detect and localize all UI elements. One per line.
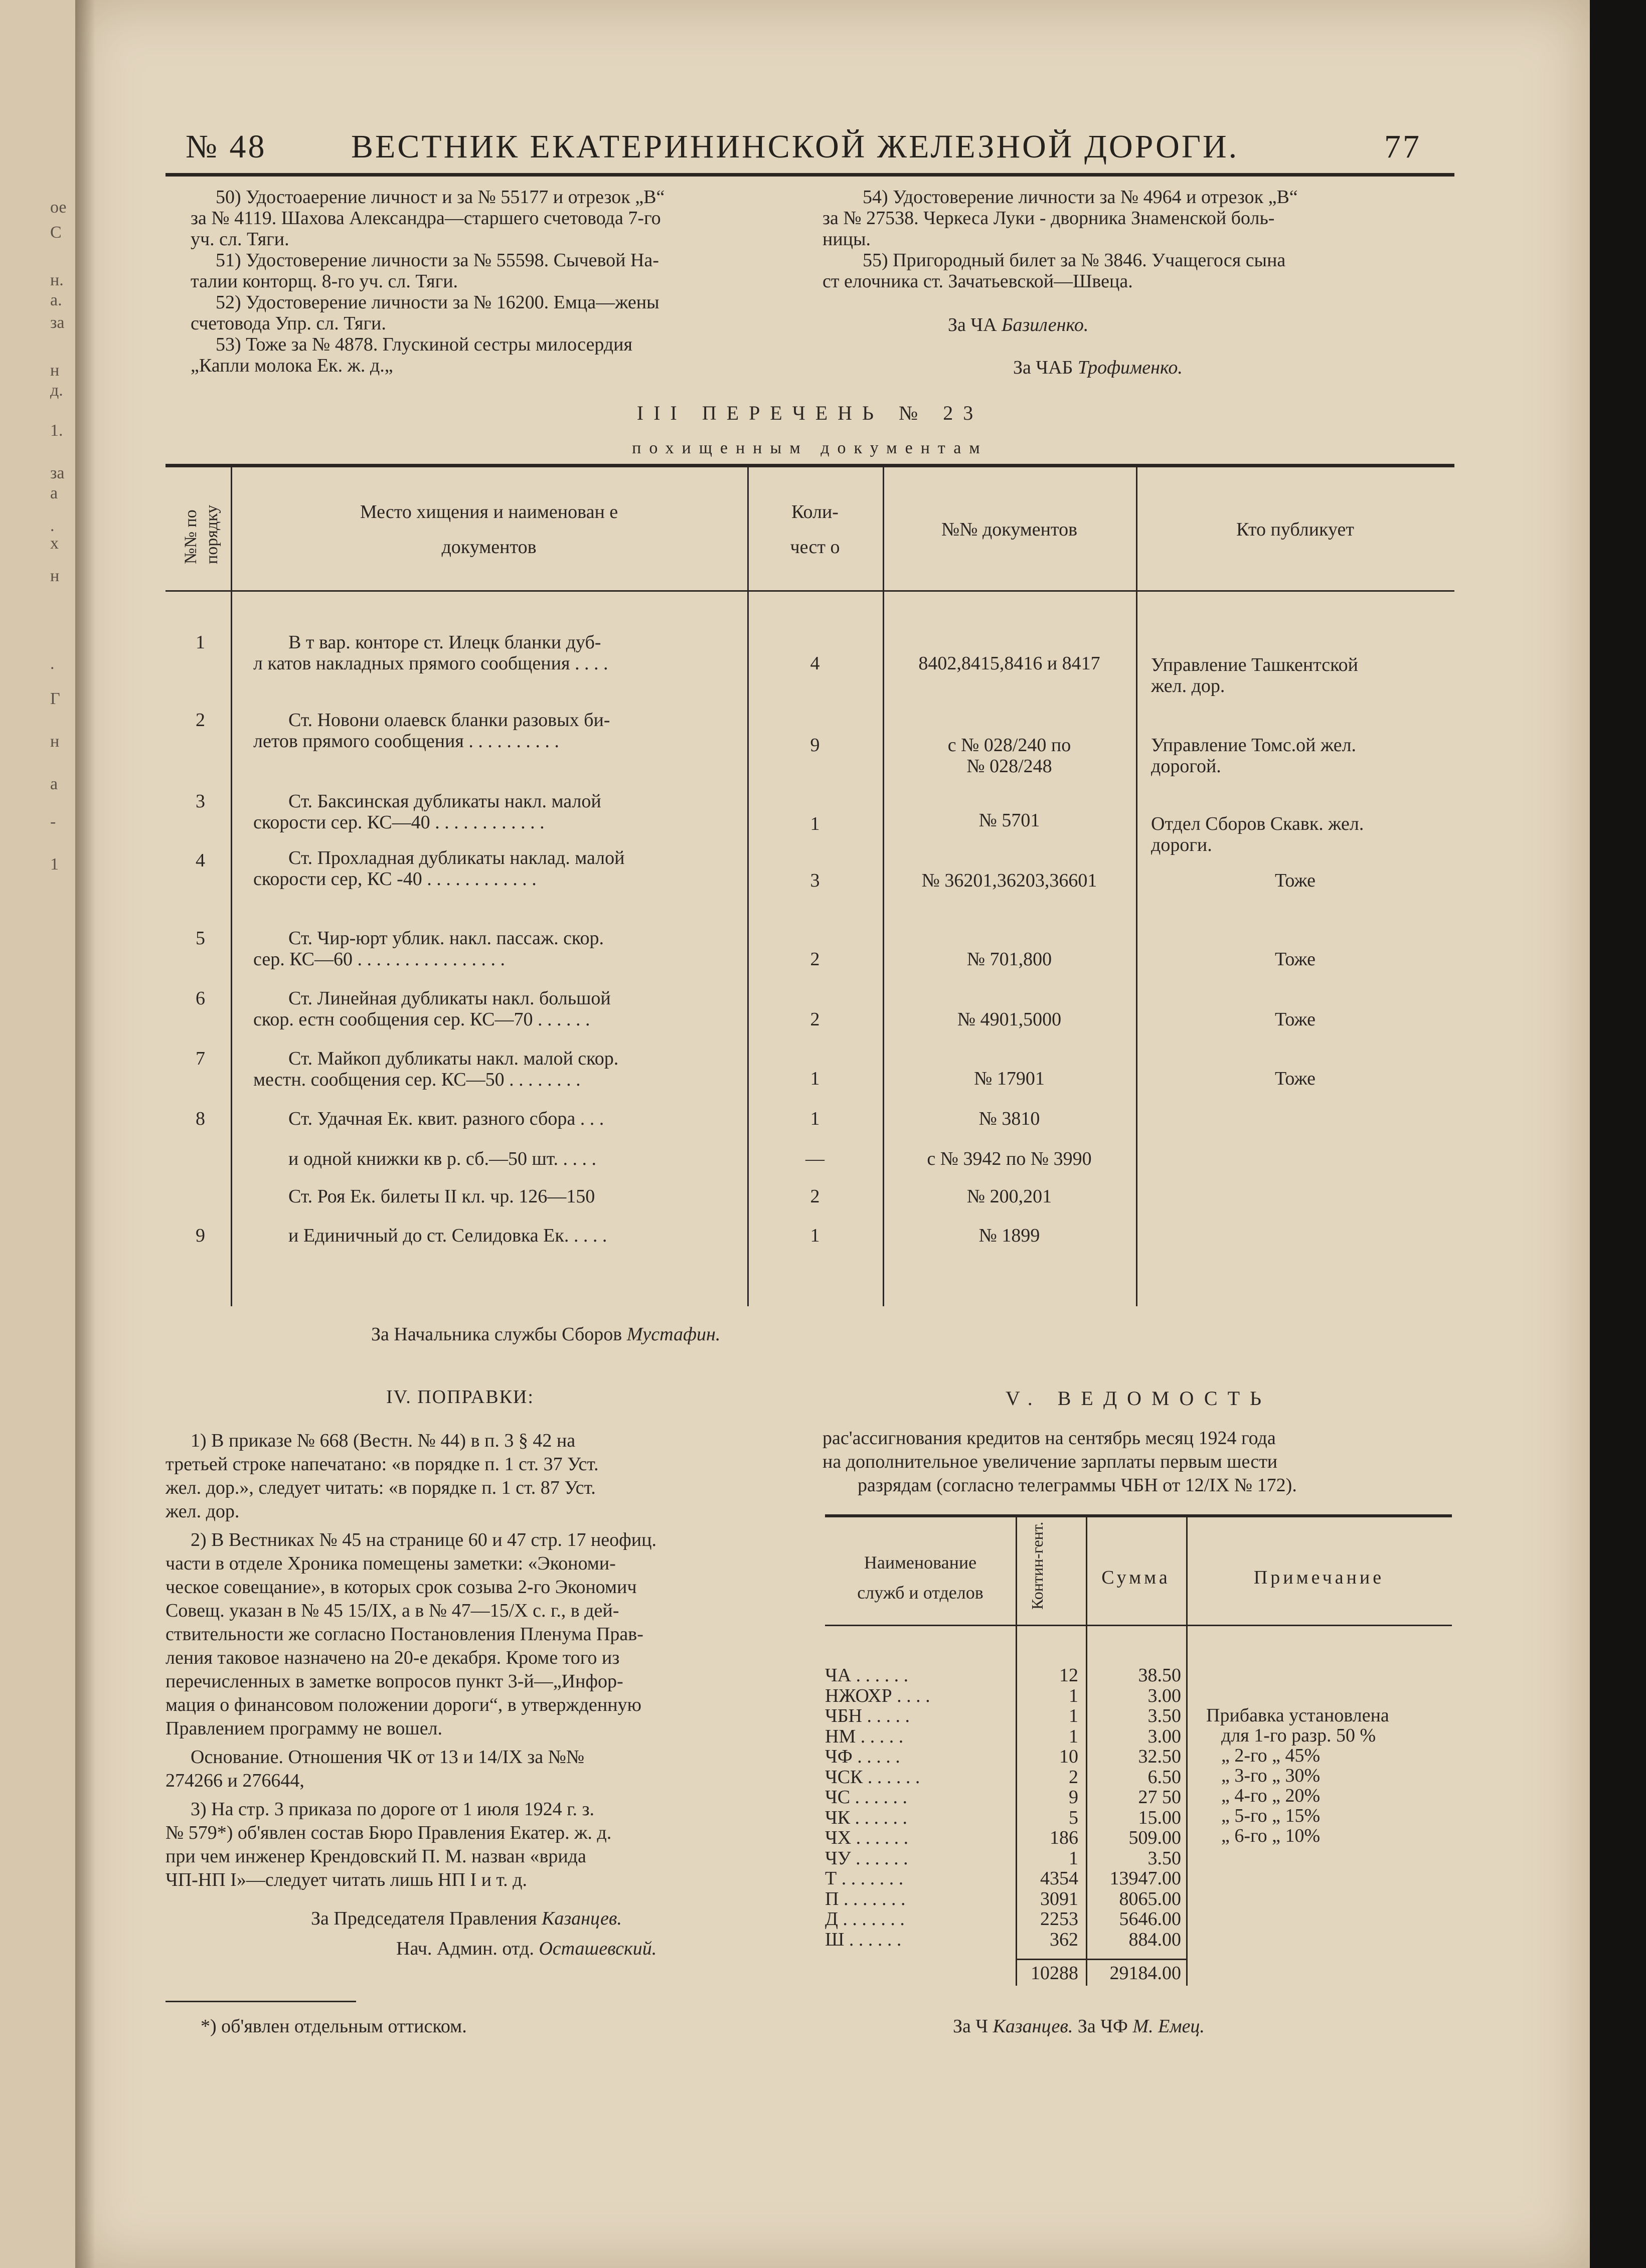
- statement-table: [825, 1514, 1452, 1986]
- row-quantity: 2: [810, 949, 820, 970]
- header-quantity: чест о: [790, 537, 840, 558]
- signature-prefix: За Ч: [953, 2016, 993, 2037]
- row-documents: с № 028/240 по: [947, 735, 1071, 756]
- text-line: на дополнительное увеличение зарплаты первым шести: [822, 1451, 1278, 1472]
- row-place: сер. КС—60 . . . . . . . . . . . . . . . .: [253, 949, 505, 970]
- row-kontingent: 186: [1050, 1827, 1078, 1848]
- row-sum: 15.00: [1138, 1807, 1181, 1828]
- text-line: за № 4119. Шахова Александра—старшего счетовода 7-го: [191, 208, 661, 229]
- edge-fragment: С: [50, 223, 62, 242]
- footnote-rule: [166, 2001, 356, 2002]
- text-line: Основание. Отношения ЧК от 13 и 14/IX за №№: [191, 1747, 585, 1768]
- row-documents: 8402,8415,8416 и 8417: [918, 653, 1100, 674]
- row-publisher: Тоже: [1274, 949, 1316, 970]
- row-service-name: П . . . . . . .: [825, 1888, 906, 1909]
- lost-documents-right: [822, 187, 1454, 292]
- text-line: 3) На стр. 3 приказа по дороге от 1 июля 1924 г. з.: [191, 1799, 594, 1820]
- row-place: скорости сер, КС -40 . . . . . . . . . . . .: [253, 868, 537, 890]
- row-kontingent: 1: [1069, 1847, 1078, 1869]
- row-documents: № 3810: [978, 1108, 1040, 1129]
- signature-prefix: За Начальника службы Сборов: [371, 1324, 627, 1345]
- list-subtitle: похищенным документам: [632, 439, 988, 457]
- row-documents: № 028/248: [966, 756, 1052, 777]
- text-line: ст елочника ст. Зачатьевской—Швеца.: [822, 271, 1133, 292]
- edge-fragment: н: [50, 732, 60, 751]
- signature-prefix: За ЧФ: [1073, 2016, 1133, 2037]
- text-line: за № 27538. Черкеса Луки - дворника Знаменской боль-: [822, 208, 1275, 229]
- row-quantity: —: [805, 1148, 825, 1169]
- text-line: перечисленных в заметке вопросов пункт 3-й—„Инфор-: [166, 1671, 623, 1692]
- row-service-name: ЧБН . . . . .: [825, 1705, 910, 1726]
- corrections-title: IV. ПОПРАВКИ:: [386, 1386, 534, 1408]
- row-number: 2: [196, 710, 205, 731]
- row-number: 5: [196, 928, 205, 949]
- row-documents: № 1899: [978, 1225, 1040, 1246]
- text-line: третьей строке напечатано: «в порядке п. 1 ст. 37 Уст.: [166, 1454, 599, 1475]
- text-line: 274266 и 276644,: [166, 1770, 304, 1791]
- row-place: скор. естн сообщения сер. КС—70 . . . . . .: [253, 1009, 590, 1030]
- row-place: местн. сообщения сер. КС—50 . . . . . . . .: [253, 1069, 581, 1090]
- row-quantity: 2: [810, 1009, 820, 1030]
- row-service-name: НМ . . . . .: [825, 1725, 904, 1747]
- row-documents: № 701,800: [966, 949, 1052, 970]
- row-kontingent: 1: [1069, 1685, 1078, 1706]
- row-number: 6: [196, 988, 205, 1009]
- row-number: 1: [196, 632, 205, 653]
- note-line: „ 4-го „ 20%: [1221, 1785, 1321, 1806]
- edge-fragment: .: [50, 516, 55, 535]
- edge-fragment: ое: [50, 198, 67, 217]
- table-top-rule: [166, 464, 1454, 467]
- row-number: 9: [196, 1225, 205, 1246]
- signature-prefix: За Председателя Правления: [311, 1908, 542, 1929]
- row-sum: 8065.00: [1119, 1888, 1181, 1909]
- text-line: Совещ. указан в № 45 15/IX, а в № 47—15/X с. г., в дей-: [166, 1600, 619, 1621]
- text-line: мация о финансовом положении дороги“, в утвержденную: [166, 1694, 641, 1715]
- page-fold-shadow: [75, 0, 95, 2268]
- row-quantity: 4: [810, 653, 820, 674]
- row-sum: 13947.00: [1109, 1868, 1181, 1889]
- signature-name: Базиленко.: [1002, 314, 1089, 335]
- note-line: для 1-го разр. 50 %: [1221, 1725, 1376, 1746]
- text-line: 1) В приказе № 668 (Вестн. № 44) в п. 3 § 42 на: [191, 1430, 576, 1451]
- header-note: Примечание: [1253, 1567, 1385, 1588]
- stolen-documents-table: [166, 464, 1454, 1306]
- text-line: ления таковое назначено на 20-е декабря. Кроме того из: [166, 1647, 620, 1668]
- row-documents: № 200,201: [966, 1186, 1052, 1207]
- corrections-signature: [311, 1908, 622, 1929]
- signature-prefix: За ЧА: [948, 314, 1002, 335]
- row-documents: № 4901,5000: [957, 1009, 1062, 1030]
- edge-fragment: а.: [50, 291, 62, 309]
- footnote: *) об'явлен отдельным оттиском.: [201, 2016, 467, 2037]
- row-sum: 3.00: [1147, 1725, 1181, 1747]
- row-quantity: 3: [810, 870, 820, 891]
- header-place: Место хищения и наименован е: [360, 501, 618, 522]
- row-kontingent: 1: [1069, 1725, 1078, 1747]
- row-service-name: ЧФ . . . . .: [825, 1746, 900, 1767]
- row-service-name: Т . . . . . . .: [825, 1868, 904, 1889]
- row-service-name: ЧА . . . . . .: [825, 1665, 909, 1686]
- row-place: и Единичный до ст. Селидовка Ек. . . . .: [288, 1225, 607, 1246]
- row-service-name: ЧС . . . . . .: [825, 1787, 908, 1808]
- row-number: 8: [196, 1108, 205, 1129]
- header-quantity: Коли-: [791, 501, 839, 522]
- text-line: Правлением программу не вошел.: [166, 1718, 443, 1739]
- row-sum: 3.50: [1147, 1847, 1181, 1869]
- row-service-name: Д . . . . . . .: [825, 1908, 905, 1930]
- text-line: № 579*) об'явлен состав Бюро Правления Екатер. ж. д.: [166, 1822, 612, 1843]
- total-rule: [1016, 1959, 1186, 1960]
- edge-fragment: н.: [50, 271, 64, 289]
- adjacent-page-edge: [0, 0, 78, 2268]
- row-place: Ст. Удачная Ек. квит. разного сбора . . .: [288, 1108, 604, 1129]
- table-header-rule: [166, 590, 1454, 592]
- text-line: ствительности же согласно Постановления Пленума Прав-: [166, 1624, 643, 1645]
- row-number: 4: [196, 850, 205, 871]
- text-line: талии конторщ. 8-го уч. сл. Тяги.: [191, 271, 458, 292]
- text-line: 2) В Вестниках № 45 на странице 60 и 47 стр. 17 неофиц.: [191, 1529, 656, 1550]
- row-place: л катов накладных прямого сообщения . . . .: [253, 653, 608, 674]
- text-line: жел. дор.», следует читать: «в порядке п. 1 ст. 87 Уст.: [166, 1477, 596, 1498]
- header-kontingent: Контин-гент.: [1028, 1521, 1046, 1610]
- edge-fragment: а: [50, 775, 58, 793]
- row-documents: № 5701: [978, 810, 1040, 831]
- row-publisher: Тоже: [1274, 1068, 1316, 1089]
- note-line: „ 6-го „ 10%: [1221, 1825, 1321, 1846]
- row-publisher: Тоже: [1274, 1009, 1316, 1030]
- text-line: 55) Пригородный билет за № 3846. Учащегося сына: [863, 250, 1286, 271]
- text-line: 53) Тоже за № 4878. Глускиной сестры милосердия: [216, 334, 632, 355]
- row-kontingent: 3091: [1040, 1888, 1078, 1909]
- row-kontingent: 10: [1059, 1746, 1078, 1767]
- row-service-name: ЧУ . . . . . .: [825, 1847, 908, 1869]
- row-service-name: ЧХ . . . . . .: [825, 1827, 909, 1848]
- text-line: ницы.: [822, 229, 871, 250]
- row-sum: 6.50: [1147, 1766, 1181, 1788]
- row-kontingent: 2: [1069, 1766, 1078, 1788]
- row-kontingent: 1: [1069, 1705, 1078, 1726]
- edge-fragment: х: [50, 534, 59, 553]
- table-top-rule: [825, 1514, 1452, 1517]
- edge-fragment: н: [50, 567, 60, 585]
- row-place: скорости сер. КС—40 . . . . . . . . . . . .: [253, 812, 545, 833]
- row-place: Ст. Линейная дубликаты накл. большой: [288, 988, 611, 1009]
- row-place: Ст. Прохладная дубликаты наклад. малой: [288, 847, 625, 868]
- row-publisher: Тоже: [1274, 870, 1316, 891]
- edge-fragment: н: [50, 361, 60, 380]
- list-title: III ПЕРЕЧЕНЬ № 23: [636, 402, 983, 424]
- edge-fragment: 1.: [50, 421, 63, 440]
- signature-prefix: За ЧАБ: [1013, 357, 1078, 378]
- note-line: Прибавка установлена: [1206, 1705, 1389, 1726]
- total-kontingent: 10288: [1031, 1963, 1078, 1984]
- row-sum: 5646.00: [1119, 1908, 1181, 1930]
- row-sum: 3.00: [1147, 1685, 1181, 1706]
- row-sum: 27 50: [1138, 1787, 1181, 1808]
- edge-fragment: 1: [50, 855, 59, 874]
- row-kontingent: 5: [1069, 1807, 1078, 1828]
- edge-fragment: -: [50, 812, 56, 831]
- edge-fragment: за: [50, 313, 65, 332]
- text-line: жел. дор.: [166, 1501, 240, 1522]
- row-number: 7: [196, 1048, 205, 1069]
- row-documents: № 17901: [974, 1068, 1045, 1089]
- row-place: В т вар. конторе ст. Илецк бланки дуб-: [288, 632, 601, 653]
- signature-name: Казанцев.: [993, 2016, 1073, 2037]
- row-service-name: ЧСК . . . . . .: [825, 1766, 920, 1788]
- row-documents: № 36201,36203,36601: [921, 870, 1097, 891]
- signature-name: М. Емец.: [1132, 2016, 1205, 2037]
- text-line: 54) Удостоверение личности за № 4964 и отрезок „В“: [863, 187, 1298, 208]
- header-number: №№ по порядку: [182, 504, 221, 564]
- row-sum: 32.50: [1138, 1746, 1181, 1767]
- header-sum: Сумма: [1101, 1567, 1171, 1588]
- row-documents: с № 3942 по № 3990: [927, 1148, 1092, 1169]
- text-line: разрядам (согласно телеграммы ЧБН от 12/IX № 172).: [858, 1475, 1297, 1496]
- row-place: Ст. Чир-юрт ублик. накл. пассаж. скор.: [288, 928, 604, 949]
- row-publisher: Управление Ташкентской: [1151, 654, 1358, 675]
- header-name: служб и отделов: [857, 1583, 983, 1603]
- text-line: „Капли молока Ек. ж. д.„: [191, 355, 393, 376]
- row-number: 3: [196, 791, 205, 812]
- row-publisher: Отдел Сборов Скавк. жел.: [1151, 813, 1364, 834]
- row-sum: 3.50: [1147, 1705, 1181, 1726]
- row-kontingent: 12: [1059, 1665, 1078, 1686]
- signature-name: Трофименко.: [1077, 357, 1183, 378]
- row-publisher: дорогой.: [1151, 756, 1221, 777]
- row-place: Ст. Новони олаевск бланки разовых би-: [288, 710, 610, 731]
- row-place: и одной книжки кв р. сб.—50 шт. . . . .: [288, 1148, 597, 1169]
- edge-fragment: Г: [50, 689, 60, 708]
- row-place: Ст. Баксинская дубликаты накл. малой: [288, 791, 601, 812]
- header-name: Наименование: [864, 1552, 977, 1573]
- row-service-name: НЖОХР . . . .: [825, 1685, 930, 1706]
- row-kontingent: 362: [1050, 1929, 1078, 1950]
- row-sum: 38.50: [1138, 1665, 1181, 1686]
- text-line: уч. сл. Тяги.: [191, 229, 289, 250]
- text-line: части в отделе Хроника помещены заметки: «Экономи-: [166, 1553, 616, 1574]
- header-rule: [166, 173, 1454, 177]
- signature-line: [1013, 357, 1183, 378]
- statement-intro: [822, 1427, 1454, 1497]
- row-quantity: 1: [810, 1068, 820, 1089]
- signature-name: Казанцев.: [542, 1908, 622, 1929]
- row-place: Ст. Роя Ек. билеты II кл. чр. 126—150: [288, 1186, 595, 1207]
- issue-number: № 48: [186, 128, 267, 165]
- edge-fragment: а: [50, 484, 58, 502]
- row-quantity: 1: [810, 813, 820, 834]
- column-divider: [231, 464, 232, 1306]
- row-publisher: Управление Томс.ой жел.: [1151, 735, 1357, 756]
- row-quantity: 9: [810, 735, 820, 756]
- lost-documents-left: [191, 187, 822, 376]
- row-place: летов прямого сообщения . . . . . . . . . .: [253, 731, 559, 752]
- table-signature: [371, 1324, 720, 1345]
- row-quantity: 2: [810, 1186, 820, 1207]
- text-line: рас'ассигнования кредитов на сентябрь месяц 1924 года: [822, 1428, 1276, 1449]
- text-line: ЧП-НП I»—следует читать лишь НП I и т. д.: [166, 1869, 528, 1890]
- text-line: 50) Удостоаерение личност и за № 55177 и отрезок „В“: [216, 187, 665, 208]
- text-line: 51) Удостоверение личности за № 55598. Сычевой На-: [216, 250, 659, 271]
- journal-title: ВЕСТНИК ЕКАТЕРИНИНСКОЙ ЖЕЛЕЗНОЙ ДОРОГИ.: [351, 128, 1239, 165]
- corrections-text: [166, 1429, 797, 1892]
- text-line: при чем инженер Крендовский П. М. назван «врида: [166, 1846, 586, 1867]
- total-sum: 29184.00: [1109, 1963, 1181, 1984]
- row-kontingent: 9: [1069, 1787, 1078, 1808]
- row-kontingent: 2253: [1040, 1908, 1078, 1930]
- statement-signature: [953, 2016, 1205, 2037]
- header-place: документов: [441, 537, 537, 558]
- row-sum: 884.00: [1128, 1929, 1181, 1950]
- signature-line: [948, 314, 1088, 335]
- text-line: 52) Удостоверение личности за № 16200. Емца—жены: [216, 292, 660, 313]
- note-line: „ 5-го „ 15%: [1221, 1805, 1321, 1826]
- row-service-name: Ш . . . . . .: [825, 1929, 902, 1950]
- signature-name: Мустафин.: [626, 1324, 721, 1345]
- header-publisher: Кто публикует: [1236, 519, 1354, 540]
- signature-prefix: Нач. Админ. отд.: [396, 1938, 539, 1959]
- note-line: „ 3-го „ 30%: [1221, 1765, 1321, 1786]
- corrections-signature: [396, 1938, 656, 1959]
- edge-fragment: за: [50, 464, 65, 482]
- row-kontingent: 4354: [1040, 1868, 1078, 1889]
- text-line: счетовода Упр. сл. Тяги.: [191, 313, 386, 334]
- table-header-rule: [825, 1625, 1452, 1626]
- row-quantity: 1: [810, 1225, 820, 1246]
- row-place: Ст. Майкоп дубликаты накл. малой скор.: [288, 1048, 619, 1069]
- text-line: ческое совещание», в которых срок созыва 2-го Экономич: [166, 1577, 637, 1598]
- row-publisher: дороги.: [1151, 834, 1212, 855]
- row-publisher: жел. дор.: [1151, 675, 1225, 696]
- row-service-name: ЧК . . . . . .: [825, 1807, 908, 1828]
- page-number: 77: [1384, 128, 1421, 165]
- row-sum: 509.00: [1128, 1827, 1181, 1848]
- header-documents: №№ документов: [941, 519, 1078, 540]
- edge-fragment: д.: [50, 381, 63, 400]
- signature-name: Осташевский.: [539, 1938, 657, 1959]
- edge-fragment: .: [50, 654, 55, 673]
- note-line: „ 2-го „ 45%: [1221, 1745, 1321, 1766]
- row-quantity: 1: [810, 1108, 820, 1129]
- statement-title: V. ВЕДОМОСТЬ: [1005, 1387, 1272, 1410]
